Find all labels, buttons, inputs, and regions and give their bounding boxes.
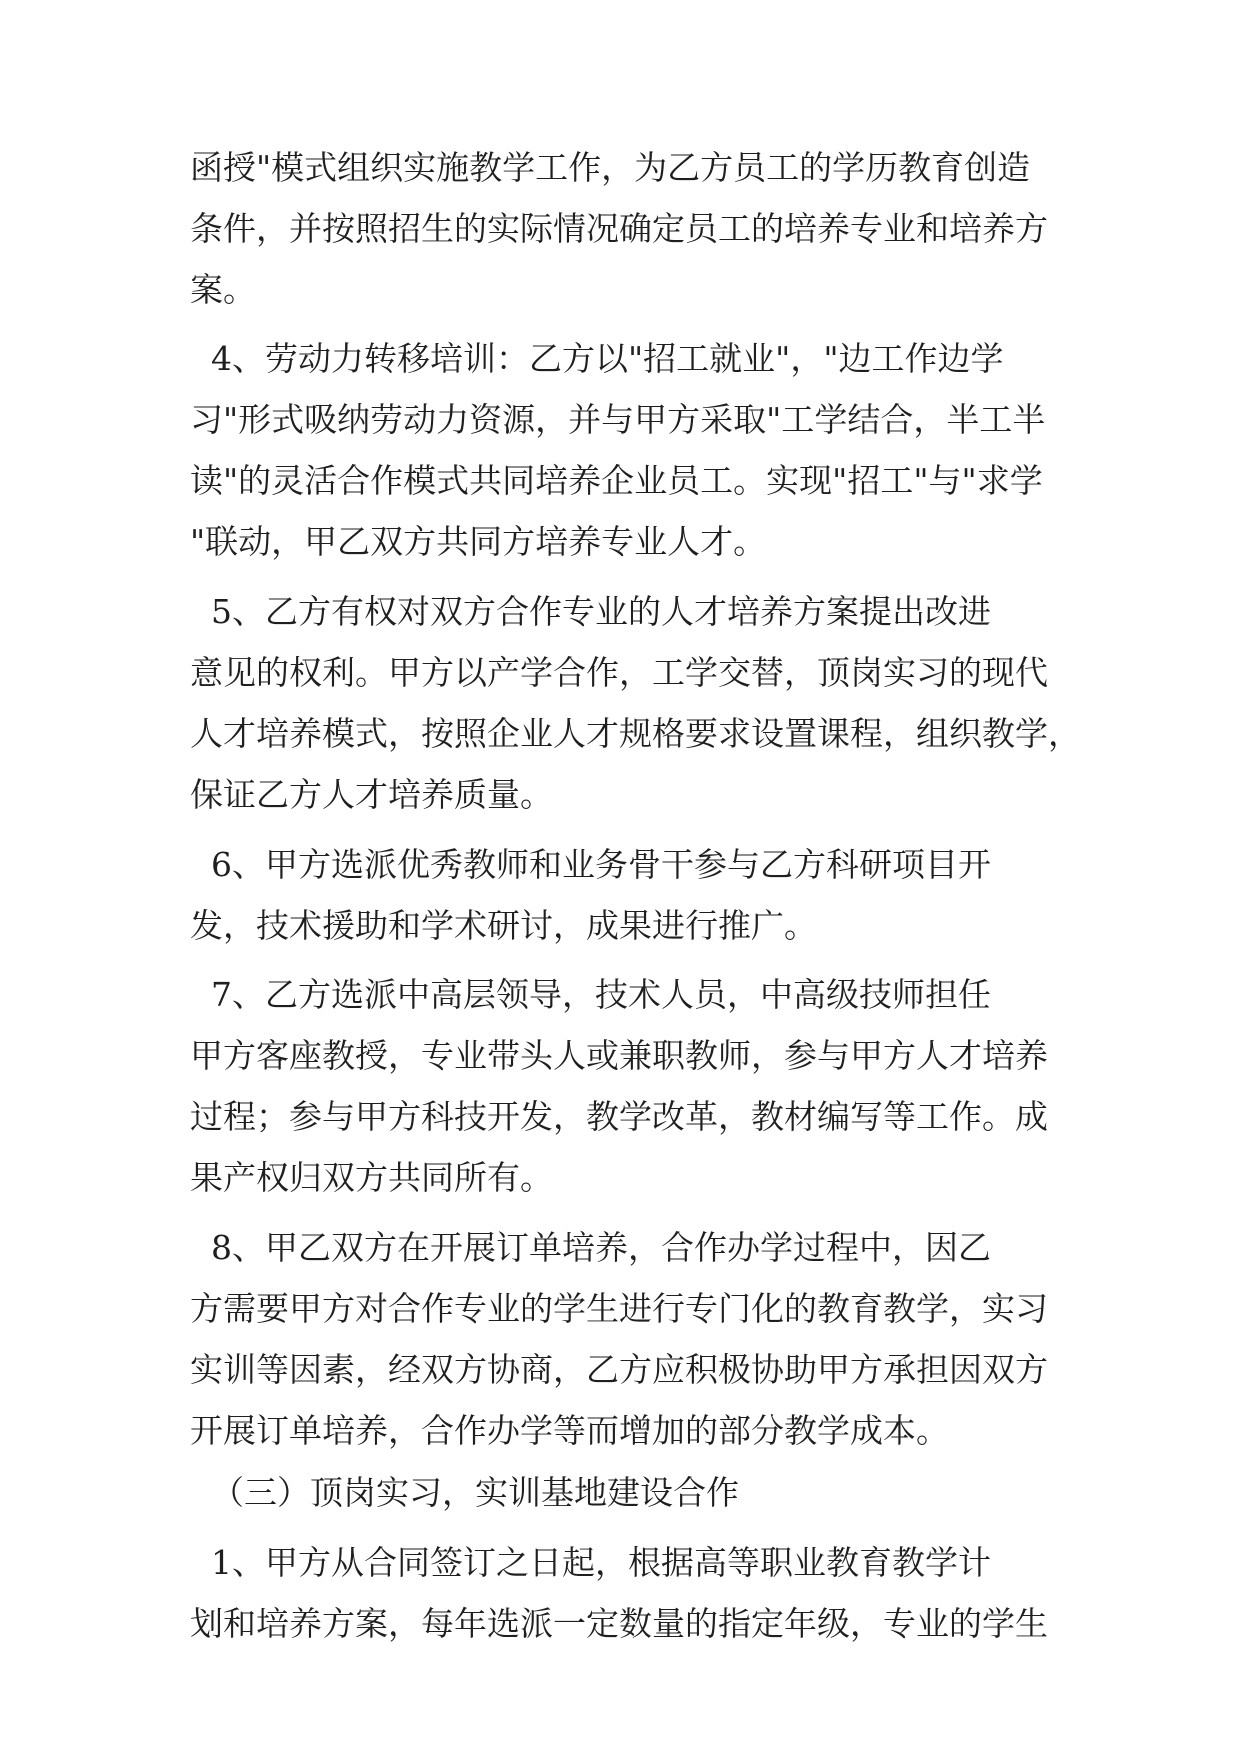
- text-line: 条件，并按照招生的实际情况确定员工的培养专业和培养方: [190, 209, 1048, 248]
- text-line: 读"的灵活合作模式共同培养企业员工。实现"招工"与"求学: [190, 461, 1043, 500]
- text-line: 人才培养模式，按照企业人才规格要求设置课程，组织教学，: [190, 714, 1081, 753]
- text-line: 意见的权利。甲方以产学合作，工学交替，顶岗实习的现代: [190, 653, 1048, 692]
- text-line: 甲方客座教授，专业带头人或兼职教师，参与甲方人才培养: [190, 1036, 1048, 1075]
- text-line: 划和培养方案，每年选派一定数量的指定年级，专业的学生: [190, 1604, 1048, 1643]
- section-heading: （三）顶岗实习，实训基地建设合作: [190, 1473, 739, 1512]
- text-line: 函授"模式组织实施教学工作，为乙方员工的学历教育创造: [190, 148, 1031, 187]
- text-line: 8、甲乙双方在开展订单培养，合作办学过程中，因乙: [190, 1228, 991, 1267]
- text-line: 1、甲方从合同签订之日起，根据高等职业教育教学计: [190, 1543, 991, 1582]
- text-line: 实训等因素，经双方协商，乙方应积极协助甲方承担因双方: [190, 1350, 1048, 1389]
- text-line: 开展订单培养，合作办学等而增加的部分教学成本。: [190, 1411, 949, 1450]
- text-line: 5、乙方有权对双方合作专业的人才培养方案提出改进: [190, 592, 991, 631]
- text-line: 保证乙方人才培养质量。: [190, 775, 553, 814]
- text-line: 过程；参与甲方科技开发，教学改革，教材编写等工作。成: [190, 1097, 1048, 1136]
- text-line: "联动，甲乙双方共同方培养专业人才。: [190, 522, 767, 561]
- text-line: 果产权归双方共同所有。: [190, 1158, 553, 1197]
- text-line: 发，技术援助和学术研讨，成果进行推广。: [190, 906, 817, 945]
- text-line: 7、乙方选派中高层领导，技术人员，中高级技师担任: [190, 975, 991, 1014]
- text-line: 习"形式吸纳劳动力资源，并与甲方采取"工学结合，半工半: [190, 400, 1046, 439]
- text-line: 6、甲方选派优秀教师和业务骨干参与乙方科研项目开: [190, 845, 991, 884]
- text-line: 4、劳动力转移培训：乙方以"招工就业"，"边工作边学: [190, 339, 1004, 378]
- text-line: 方需要甲方对合作专业的学生进行专门化的教育教学，实习: [190, 1289, 1048, 1328]
- text-line: 案。: [190, 270, 256, 309]
